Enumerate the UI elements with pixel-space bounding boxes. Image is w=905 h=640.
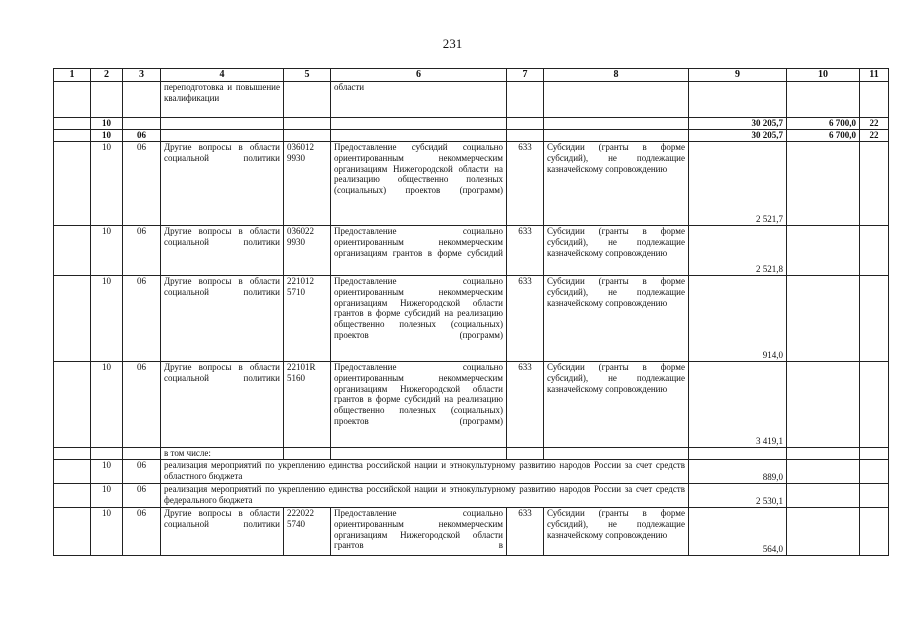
table-row-wide xyxy=(54,460,889,484)
cell-section-name: Другие вопросы в области социальной политики xyxy=(161,276,284,362)
col-header: 7 xyxy=(507,69,544,82)
cell-section: 10 xyxy=(91,508,123,556)
cell-section: 10 xyxy=(91,276,123,362)
table-header-row xyxy=(54,69,889,82)
cell-description: Предоставление социально ориентированным некоммерческим организациям Нижегородской области грантов в форме субсидий на реализацию общественно полезных (социальных) проектов (программ) xyxy=(331,276,507,362)
cell-col11: 22 xyxy=(860,118,889,130)
col-header: 9 xyxy=(689,69,787,82)
cell-col11: 22 xyxy=(860,130,889,142)
col-header: 4 xyxy=(161,69,284,82)
cell-expense-name: Субсидии (гранты в форме субсидий), не подлежащие казначейскому сопровождению xyxy=(544,226,689,276)
cell-expense-type: 633 xyxy=(507,142,544,226)
cell-wide-text: реализация мероприятий по укреплению единства российской нации и этнокультурному развитию народов России за счет средств областного бюджета xyxy=(161,460,689,484)
cell-subsection: 06 xyxy=(123,484,161,508)
table-row xyxy=(54,362,889,448)
cell-description: области xyxy=(331,82,507,118)
cell-section-name: переподготовка и повышение квалификации xyxy=(161,82,284,118)
cell-amount-2: 6 700,0 xyxy=(787,130,860,142)
col-header: 3 xyxy=(123,69,161,82)
cell-subsection: 06 xyxy=(123,276,161,362)
cell-description: Предоставление социально ориентированным некоммерческим организациям Нижегородской области грантов в форме субсидий на реализацию общественно полезных (социальных) проектов (программ) xyxy=(331,362,507,448)
col-header: 5 xyxy=(284,69,331,82)
page-number: 231 xyxy=(442,36,463,51)
cell-subsection: 06 xyxy=(123,142,161,226)
cell-section: 10 xyxy=(91,460,123,484)
cell-amount: 914,0 xyxy=(689,276,787,362)
table-row-total xyxy=(54,130,889,142)
cell-subsection xyxy=(123,118,161,130)
cell-expense-type: 633 xyxy=(507,226,544,276)
cell-target-code: 036012 9930 xyxy=(284,142,331,226)
cell-amount: 30 205,7 xyxy=(689,130,787,142)
cell-amount: 2 530,1 xyxy=(689,484,787,508)
cell-description: Предоставление социально ориентированным некоммерческим организациям Нижегородской области грантов в xyxy=(331,508,507,556)
cell-section: 10 xyxy=(91,362,123,448)
col-header: 8 xyxy=(544,69,689,82)
cell-amount: 3 419,1 xyxy=(689,362,787,448)
cell-section-name: Другие вопросы в области социальной политики xyxy=(161,362,284,448)
cell-wide-text: реализация мероприятий по укреплению единства российской нации и этнокультурному развитию народов России за счет средств федерального бюджета xyxy=(161,484,689,508)
col-header: 2 xyxy=(91,69,123,82)
cell-expense-type: 633 xyxy=(507,362,544,448)
table-row xyxy=(54,142,889,226)
table-row xyxy=(54,508,889,556)
cell-subsection: 06 xyxy=(123,130,161,142)
cell-target-code: 221012 5710 xyxy=(284,276,331,362)
col-header: 11 xyxy=(860,69,889,82)
table-row xyxy=(54,226,889,276)
cell-section-name: Другие вопросы в области социальной политики xyxy=(161,142,284,226)
cell-section-name: Другие вопросы в области социальной политики xyxy=(161,508,284,556)
cell-subsection: 06 xyxy=(123,508,161,556)
cell-amount-2: 6 700,0 xyxy=(787,118,860,130)
cell-target-code: 036022 9930 xyxy=(284,226,331,276)
col-header: 6 xyxy=(331,69,507,82)
table-row xyxy=(54,82,889,118)
cell-target-code: 222022 5740 xyxy=(284,508,331,556)
table-row-total xyxy=(54,118,889,130)
col-header: 10 xyxy=(787,69,860,82)
cell-expense-name: Субсидии (гранты в форме субсидий), не подлежащие казначейскому сопровождению xyxy=(544,142,689,226)
cell-amount: 564,0 xyxy=(689,508,787,556)
table-row xyxy=(54,276,889,362)
cell-note: в том числе: xyxy=(161,448,284,460)
cell-section: 10 xyxy=(91,226,123,276)
cell-description: Предоставление социально ориентированным некоммерческим организациям грантов в форме субсидий xyxy=(331,226,507,276)
cell-amount: 2 521,8 xyxy=(689,226,787,276)
table-row-wide xyxy=(54,484,889,508)
cell-expense-name: Субсидии (гранты в форме субсидий), не подлежащие казначейскому сопровождению xyxy=(544,276,689,362)
cell-section-name: Другие вопросы в области социальной политики xyxy=(161,226,284,276)
cell-subsection: 06 xyxy=(123,362,161,448)
cell-section: 10 xyxy=(91,130,123,142)
budget-table xyxy=(53,68,889,556)
cell-expense-type: 633 xyxy=(507,508,544,556)
cell-section: 10 xyxy=(91,484,123,508)
cell-target-code: 22101R 5160 xyxy=(284,362,331,448)
cell-section: 10 xyxy=(91,142,123,226)
cell-description: Предоставление субсидий социально ориентированным некоммерческим организациям Нижегородской области на реализацию общественно полезных (социальных) проектов (программ) xyxy=(331,142,507,226)
cell-subsection: 06 xyxy=(123,460,161,484)
cell-expense-type: 633 xyxy=(507,276,544,362)
cell-expense-name: Субсидии (гранты в форме субсидий), не подлежащие казначейскому сопровождению xyxy=(544,362,689,448)
cell-section: 10 xyxy=(91,118,123,130)
col-header: 1 xyxy=(54,69,91,82)
cell-amount: 30 205,7 xyxy=(689,118,787,130)
table-row-note xyxy=(54,448,889,460)
cell-subsection: 06 xyxy=(123,226,161,276)
cell-amount: 889,0 xyxy=(689,460,787,484)
cell-amount: 2 521,7 xyxy=(689,142,787,226)
cell-expense-name: Субсидии (гранты в форме субсидий), не подлежащие казначейскому сопровождению xyxy=(544,508,689,556)
